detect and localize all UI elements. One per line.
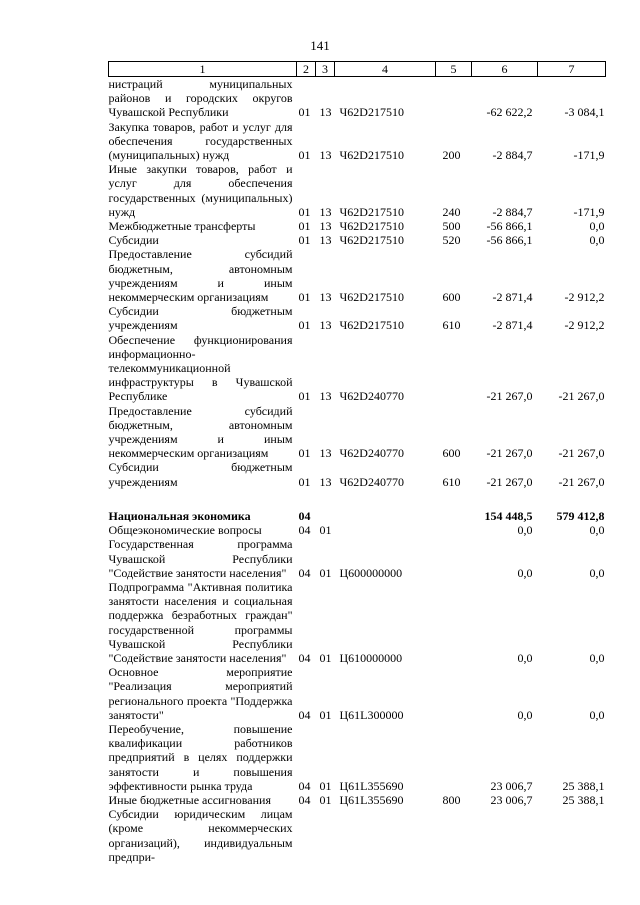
section-code: 01 <box>298 389 311 404</box>
amount-year-2 <box>538 807 606 864</box>
section-code: 01 <box>298 105 311 120</box>
target-article-code: Ц61L300000 <box>339 707 404 722</box>
expense-type-code <box>436 580 472 665</box>
section-code: 01 <box>298 446 311 461</box>
section-code: 04 <box>298 778 311 793</box>
amount-year-2: 0,0 <box>589 650 605 665</box>
expense-type-code: 240 <box>442 204 461 219</box>
row-name: Обеспечение функционирования информационно-телекоммуникационной инфраструктуры в Чувашской Республике <box>108 332 293 404</box>
column-header-2: 2 <box>297 62 316 77</box>
amount-year-2: 25 388,1 <box>562 792 605 807</box>
amount-year-1: 23 006,7 <box>490 778 533 793</box>
amount-year-2: -21 267,0 <box>558 389 605 404</box>
subsection-code: 01 <box>319 565 332 580</box>
target-article-code: Ч62D217510 <box>339 318 404 333</box>
subsection-code: 01 <box>319 707 332 722</box>
column-header-7: 7 <box>538 62 606 77</box>
table-row <box>109 77 606 120</box>
section-code: 04 <box>298 650 311 665</box>
table-row <box>109 233 606 247</box>
amount-year-2: 0,0 <box>589 233 605 248</box>
amount-year-2: 25 388,1 <box>562 778 605 793</box>
row-name: нистраций муниципальных районов и городских округов Чувашской Республики <box>108 77 293 120</box>
expense-type-code: 600 <box>442 446 461 461</box>
amount-year-1: -56 866,1 <box>486 233 533 248</box>
section-code: 01 <box>298 290 311 305</box>
amount-year-1 <box>472 807 538 864</box>
amount-year-2: -3 084,1 <box>564 105 605 120</box>
subsection-code: 01 <box>319 650 332 665</box>
table-row <box>109 333 606 404</box>
amount-year-2: 0,0 <box>589 565 605 580</box>
table-row <box>109 247 606 304</box>
amount-year-1: 0,0 <box>517 650 533 665</box>
amount-year-1: -21 267,0 <box>486 389 533 404</box>
expense-type-code <box>436 77 472 120</box>
row-name: Субсидии <box>108 233 159 248</box>
amount-year-1: -56 866,1 <box>486 219 533 234</box>
amount-year-1: -62 622,2 <box>486 105 533 120</box>
row-name: Национальная экономика <box>108 508 251 523</box>
subsection-code: 13 <box>319 204 332 219</box>
row-name: Предоставление субсидий бюджетным, автономным учреждениям и иным некоммерческим организациям <box>108 403 293 461</box>
table-row <box>109 120 606 163</box>
amount-year-2: -171,9 <box>573 204 605 219</box>
target-article-code <box>335 807 436 864</box>
subsection-code: 13 <box>319 148 332 163</box>
table-row <box>109 304 606 332</box>
expense-type-code: 520 <box>442 233 461 248</box>
table-row <box>109 523 606 537</box>
section-code: 04 <box>298 707 311 722</box>
amount-year-1: 23 006,7 <box>490 792 533 807</box>
budget-table <box>108 61 606 864</box>
section-code: 04 <box>298 508 311 523</box>
section-code: 01 <box>298 204 311 219</box>
column-header-3: 3 <box>316 62 335 77</box>
table-row <box>109 162 606 219</box>
table-header <box>109 62 606 77</box>
amount-year-2: 0,0 <box>589 219 605 234</box>
table-row <box>109 509 606 523</box>
target-article-code: Ц600000000 <box>339 565 403 580</box>
amount-year-1: -2 871,4 <box>492 318 533 333</box>
amount-year-1: 0,0 <box>517 523 533 538</box>
target-article-code: Ц61L355690 <box>339 792 404 807</box>
section-code: 01 <box>298 148 311 163</box>
amount-year-2: -2 912,2 <box>564 318 605 333</box>
target-article-code: Ч62D240770 <box>339 446 404 461</box>
section-code: 01 <box>298 474 311 489</box>
amount-year-1: 0,0 <box>517 707 533 722</box>
column-header-5: 5 <box>436 62 472 77</box>
amount-year-2: 0,0 <box>589 523 605 538</box>
expense-type-code: 600 <box>442 290 461 305</box>
subsection-code: 13 <box>319 105 332 120</box>
subsection-code <box>316 807 335 864</box>
row-name: Подпрограмма "Активная политика занятости населения и социальная поддержка безработных граждан" государственной программы Чувашской Республики "Содействие занятости населения" <box>108 579 293 665</box>
table-row <box>109 793 606 807</box>
subsection-code: 13 <box>319 446 332 461</box>
row-name: Субсидии бюджетным учреждениям <box>108 304 293 333</box>
subsection-code: 01 <box>319 778 332 793</box>
section-code <box>297 807 316 864</box>
target-article-code: Ц610000000 <box>339 650 403 665</box>
subsection-code: 13 <box>319 290 332 305</box>
subsection-code: 13 <box>319 389 332 404</box>
row-name: Субсидии юридическим лицам (кроме некоммерческих организаций), индивидуальным предпри- <box>108 807 293 864</box>
table-row <box>109 460 606 488</box>
section-code: 04 <box>298 792 311 807</box>
target-article-code: Ч62D240770 <box>339 474 404 489</box>
target-article-code <box>335 523 436 537</box>
row-name: Субсидии бюджетным учреждениям <box>108 460 293 489</box>
subsection-code <box>316 509 335 523</box>
expense-type-code: 200 <box>442 148 461 163</box>
row-name: Иные закупки товаров, работ и услуг для обеспечения государственных (муниципальных) нужд <box>108 162 293 219</box>
section-code: 01 <box>298 219 311 234</box>
row-name: Основное мероприятие "Реализация мероприятий регионального проекта "Поддержка занятости" <box>108 665 293 722</box>
target-article-code: Ч62D217510 <box>339 204 404 219</box>
row-name: Общеэкономические вопросы <box>108 523 262 538</box>
target-article-code: Ч62D240770 <box>339 389 404 404</box>
target-article-code: Ч62D217510 <box>339 290 404 305</box>
amount-year-1: -21 267,0 <box>486 446 533 461</box>
expense-type-code <box>436 509 472 523</box>
column-header-4: 4 <box>335 62 436 77</box>
amount-year-1: -2 871,4 <box>492 290 533 305</box>
row-name: Закупка товаров, работ и услуг для обеспечения государственных (муниципальных) нужд <box>108 119 293 163</box>
table-row <box>109 219 606 233</box>
subsection-code: 13 <box>319 233 332 248</box>
amount-year-1: 0,0 <box>517 565 533 580</box>
amount-year-2: -171,9 <box>573 148 605 163</box>
amount-year-1: -2 884,7 <box>492 204 533 219</box>
expense-type-code: 800 <box>442 792 461 807</box>
subsection-code: 01 <box>319 523 332 538</box>
page-number: 141 <box>310 38 330 53</box>
section-code: 04 <box>298 565 311 580</box>
expense-type-code <box>436 537 472 580</box>
table-row <box>109 665 606 722</box>
amount-year-2: 0,0 <box>589 707 605 722</box>
subsection-code: 13 <box>319 318 332 333</box>
expense-type-code <box>436 523 472 537</box>
expense-type-code: 610 <box>442 474 461 489</box>
row-name: Государственная программа Чувашской Республики "Содействие занятости населения" <box>108 537 293 580</box>
amount-year-2: -2 912,2 <box>564 290 605 305</box>
amount-year-1: 154 448,5 <box>484 508 533 523</box>
table-body <box>109 77 606 864</box>
expense-type-code <box>436 333 472 404</box>
table-row <box>109 580 606 665</box>
section-code: 04 <box>298 523 311 538</box>
subsection-code: 01 <box>319 792 332 807</box>
target-article-code: Ч62D217510 <box>339 148 404 163</box>
row-name: Межбюджетные трансферты <box>108 219 256 234</box>
amount-year-2: 579 412,8 <box>556 508 605 523</box>
column-header-6: 6 <box>472 62 538 77</box>
expense-type-code: 500 <box>442 219 461 234</box>
target-article-code: Ч62D217510 <box>339 105 404 120</box>
target-article-code: Ц61L355690 <box>339 778 404 793</box>
expense-type-code: 610 <box>442 318 461 333</box>
table-row <box>109 404 606 461</box>
spacer-cell <box>109 489 606 509</box>
section-code: 01 <box>298 318 311 333</box>
row-name: Переобучение, повышение квалификации работников предприятий в целях поддержки занятости и повышения эффективности рынка труда <box>108 721 293 793</box>
expense-type-code <box>436 807 472 864</box>
section-code: 01 <box>298 233 311 248</box>
subsection-code: 13 <box>319 219 332 234</box>
table-row <box>109 807 606 864</box>
column-header-1: 1 <box>109 62 297 77</box>
table-row <box>109 722 606 793</box>
target-article-code <box>335 509 436 523</box>
amount-year-2: -21 267,0 <box>558 474 605 489</box>
row-name: Предоставление субсидий бюджетным, автономным учреждениям и иным некоммерческим организациям <box>108 247 293 305</box>
amount-year-1: -2 884,7 <box>492 148 533 163</box>
expense-type-code <box>436 665 472 722</box>
target-article-code: Ч62D217510 <box>339 233 404 248</box>
subsection-code: 13 <box>319 474 332 489</box>
spacer-row <box>109 489 606 509</box>
row-name: Иные бюджетные ассигнования <box>108 792 271 807</box>
amount-year-2: -21 267,0 <box>558 446 605 461</box>
target-article-code: Ч62D217510 <box>339 219 404 234</box>
expense-type-code <box>436 722 472 793</box>
column-number-row <box>109 62 606 77</box>
amount-year-1: -21 267,0 <box>486 474 533 489</box>
table-row <box>109 537 606 580</box>
